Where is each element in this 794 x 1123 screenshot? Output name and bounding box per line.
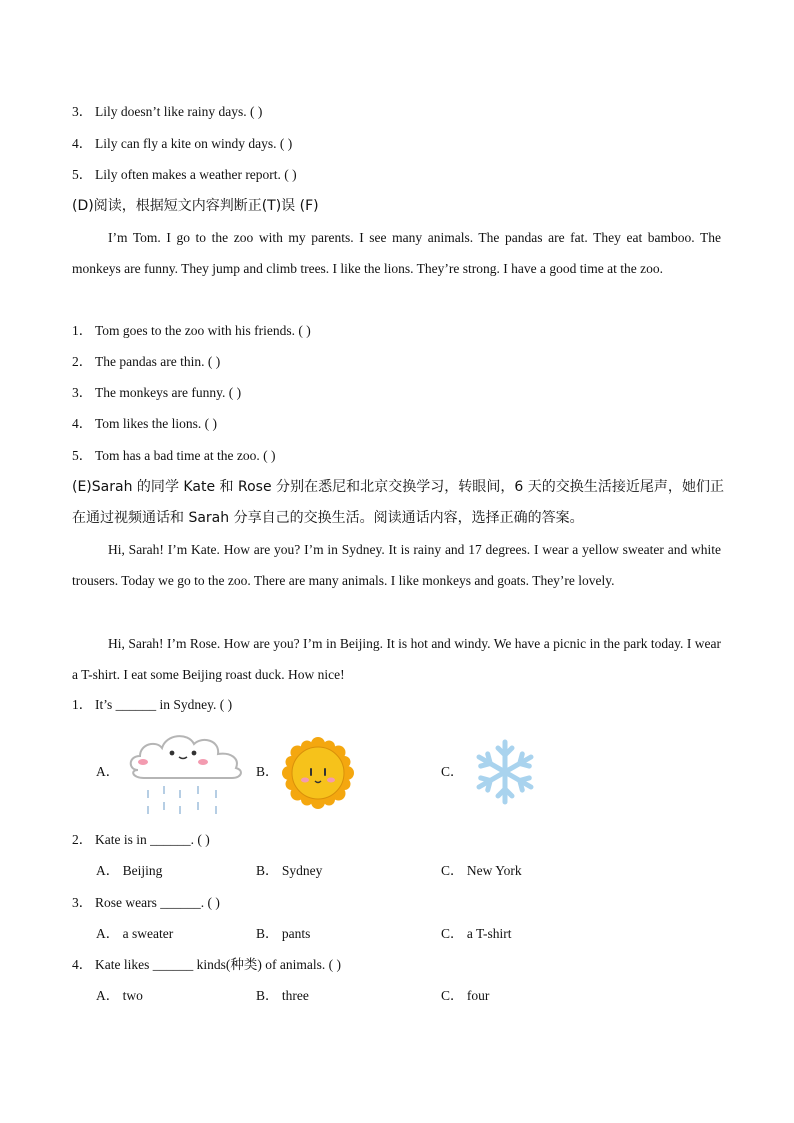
item-number: 3． (72, 385, 93, 400)
tf-item-4 (72, 135, 292, 153)
section-e-title: (E)Sarah 的同学 Kate 和 Rose 分别在悉尼和北京交换学习，转眼间，6 天的交换生活接近尾声，她们正在通过视频通话和 Sarah 分享自己的交换生活。阅读通话内容，选择正确的答案。 (72, 479, 724, 526)
option-b-label: B． (256, 764, 279, 779)
item-text: Lily often makes a weather report. ( ) (95, 167, 297, 182)
item-number: 5． (72, 448, 93, 463)
item-text: Tom has a bad time at the zoo. ( ) (95, 448, 276, 463)
section-d-title: (D)阅读，根据短文内容判断正(T)误 (F) (72, 198, 319, 214)
tf-item-5 (72, 166, 297, 184)
option-a-label: A． (96, 764, 120, 779)
option-a: A． two (96, 988, 143, 1003)
sun-icon (282, 737, 354, 813)
item-number: 4． (72, 136, 93, 151)
snowflake-icon (470, 738, 540, 810)
e-question-3 (72, 894, 220, 912)
option-a: A． a sweater (96, 926, 174, 941)
option-a: A． Beijing (96, 863, 163, 878)
item-text: Kate is in ______. ( ) (95, 832, 210, 847)
option-c: C． a T-shirt (441, 926, 512, 941)
section-e-passage-rose: Hi, Sarah! I’m Rose. How are you? I’m in Beijing. It is hot and windy. We have a picnic in the park today. I wear a T-shirt. I eat some Beijing roast duck. How nice! (72, 636, 721, 683)
item-number: 1． (72, 697, 93, 712)
item-text: The monkeys are funny. ( ) (95, 385, 242, 400)
item-text: The pandas are thin. ( ) (95, 354, 221, 369)
option-b: B． pants (256, 926, 311, 941)
item-text: Kate likes ______ kinds(种类) of animals. ( ) (95, 957, 341, 972)
d-item-3 (72, 384, 241, 402)
item-number: 2． (72, 354, 93, 369)
rain-cloud-icon (124, 726, 246, 822)
section-e-passage-kate: Hi, Sarah! I’m Kate. How are you? I’m in Sydney. It is rainy and 17 degrees. I wear a yellow sweater and white trousers. Today we go to the zoo. There are many animals. I like monkeys and goats. They’re lovely. (72, 542, 721, 589)
option-c: C． New York (441, 863, 522, 878)
item-number: 1． (72, 323, 93, 338)
tf-item-3 (72, 103, 262, 121)
item-number: 3． (72, 895, 93, 910)
option-c-label: C． (441, 764, 464, 779)
item-text: Tom likes the lions. ( ) (95, 416, 218, 431)
e-question-2 (72, 831, 210, 849)
item-number: 2． (72, 832, 93, 847)
item-number: 4． (72, 416, 93, 431)
d-item-4 (72, 415, 217, 433)
d-item-2 (72, 353, 220, 371)
item-text: Lily doesn’t like rainy days. ( ) (95, 104, 263, 119)
option-b: B． Sydney (256, 863, 323, 878)
option-b: B． three (256, 988, 309, 1003)
e-question-4 (72, 956, 341, 974)
item-number: 4． (72, 957, 93, 972)
item-text: Lily can fly a kite on windy days. ( ) (95, 136, 293, 151)
e-question-1 (72, 696, 232, 714)
item-text: Rose wears ______. ( ) (95, 895, 220, 910)
item-text: Tom goes to the zoo with his friends. ( ) (95, 323, 311, 338)
option-c: C． four (441, 988, 490, 1003)
item-number: 5． (72, 167, 93, 182)
section-d-passage: I’m Tom. I go to the zoo with my parents. I see many animals. The pandas are fat. They eat bamboo. The monkeys are funny. They jump and climb trees. I like the lions. They’re strong. I have a good time at the zoo. (72, 230, 721, 277)
d-item-1 (72, 322, 311, 340)
item-text: It’s ______ in Sydney. ( ) (95, 697, 233, 712)
item-number: 3． (72, 104, 93, 119)
d-item-5 (72, 447, 276, 465)
